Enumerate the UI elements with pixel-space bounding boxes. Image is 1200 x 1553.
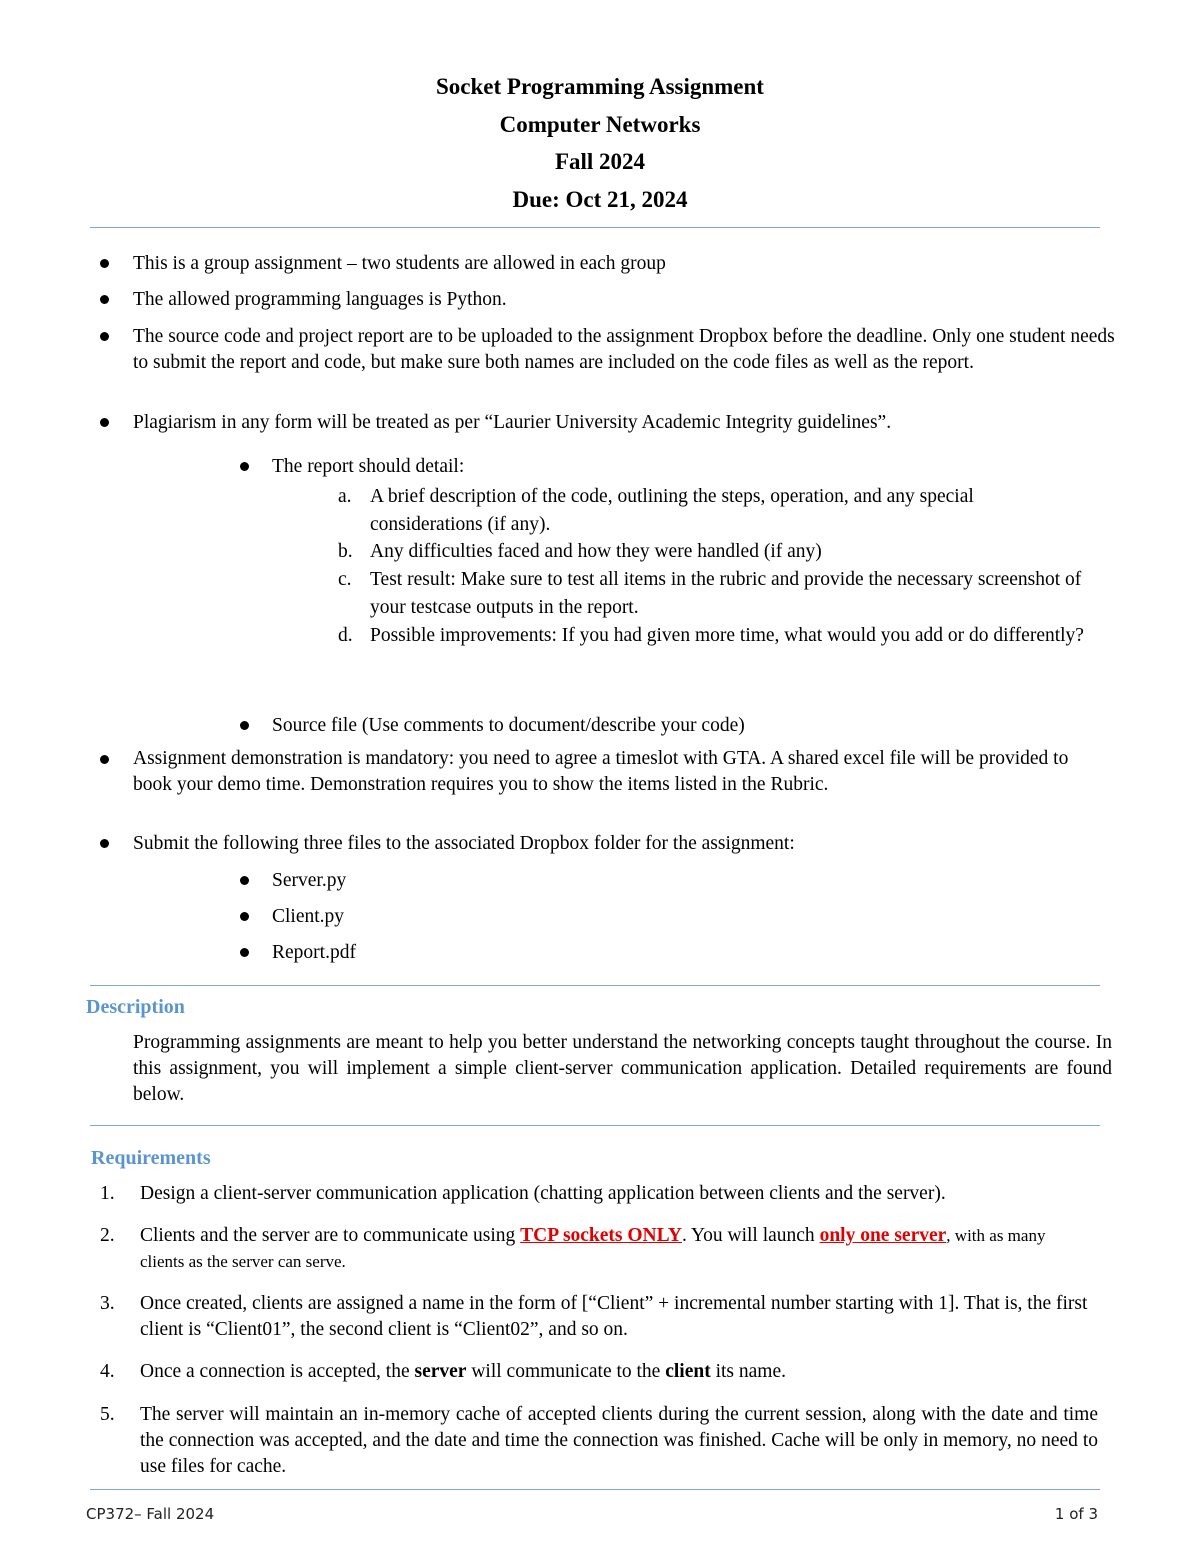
file-server: Server.py <box>272 870 347 891</box>
report-item-b: Any difficulties faced and how they were handled (if any) <box>370 541 822 562</box>
file-report: Report.pdf <box>272 942 356 963</box>
bullet-icon <box>100 259 109 268</box>
source-file-item: Source file (Use comments to document/describe your code) <box>272 715 745 736</box>
bullet-submission: The source code and project report are to be uploaded to the assignment Dropbox before the deadline. Only one student needs to submit the report and code, but make sure both names are included on the code files as well as the report. <box>133 326 1115 373</box>
document-title: Socket Programming Assignment <box>436 74 764 99</box>
requirement-4 <box>140 1359 1100 1385</box>
requirement-number: 1. <box>100 1183 115 1204</box>
section-divider <box>90 1125 1100 1126</box>
report-item-a: A brief description of the code, outlining the steps, operation, and any special considerations (if any). <box>370 486 974 535</box>
requirement-number: 4. <box>100 1361 115 1382</box>
header-divider <box>90 227 1100 228</box>
bullet-icon <box>240 912 249 921</box>
due-date: Due: Oct 21, 2024 <box>512 186 688 212</box>
client-emphasis: client <box>665 1361 711 1382</box>
only-one-server-emphasis: only one server <box>819 1225 947 1246</box>
section-divider <box>90 985 1100 986</box>
requirement-2 <box>140 1223 1070 1275</box>
requirement-5: The server will maintain an in-memory cache of accepted clients during the current session, along with the date and time the connection was accepted, and the date and time the connection was finished. Cache will be only in memory, no need to use files for cache. <box>140 1404 1098 1477</box>
bullet-icon <box>240 462 249 471</box>
report-item-d: Possible improvements: If you had given more time, what would you add or do differently? <box>370 625 1084 646</box>
report-label: The report should detail: <box>272 456 465 477</box>
requirement-4-text: will communicate to the <box>466 1361 666 1382</box>
bullet-plagiarism: Plagiarism in any form will be treated as per “Laurier University Academic Integrity guidelines”. <box>133 412 892 433</box>
requirement-number: 3. <box>100 1293 115 1314</box>
footer-course: CP372– Fall 2024 <box>86 1505 215 1523</box>
bullet-icon <box>240 721 249 730</box>
bullet-icon <box>100 755 109 764</box>
requirement-number: 2. <box>100 1225 115 1246</box>
requirement-number: 5. <box>100 1404 115 1425</box>
bullet-icon <box>100 839 109 848</box>
description-heading: Description <box>86 996 185 1018</box>
bullet-icon <box>100 418 109 427</box>
bullet-demonstration: Assignment demonstration is mandatory: you need to agree a timeslot with GTA. A shared excel file will be provided to book your demo time. Demonstration requires you to show the items listed in the Rubric. <box>133 748 1069 795</box>
requirement-3: Once created, clients are assigned a name in the form of [“Client” + incremental number starting with 1]. That is, the first client is “Client01”, the second client is “Client02”, and so on. <box>140 1293 1088 1340</box>
bullet-icon <box>240 948 249 957</box>
footer-divider <box>90 1489 1100 1490</box>
bullet-icon <box>100 295 109 304</box>
bullet-group-info: This is a group assignment – two students are allowed in each group <box>133 253 666 274</box>
requirements-heading: Requirements <box>91 1147 211 1169</box>
document-header <box>0 68 1200 218</box>
requirement-2-text: . You will launch <box>681 1225 820 1246</box>
course-name: Computer Networks <box>499 111 701 137</box>
report-item-letter: c. <box>338 569 352 590</box>
bullet-icon <box>240 876 249 885</box>
file-client: Client.py <box>272 906 345 927</box>
requirement-1: Design a client-server communication application (chatting application between clients and the server). <box>140 1183 946 1204</box>
requirement-2-text: Clients and the server are to communicate using <box>140 1225 521 1246</box>
tcp-sockets-emphasis: TCP sockets ONLY <box>520 1225 682 1246</box>
bullet-language: The allowed programming languages is Python. <box>133 289 507 310</box>
page-number: 1 of 3 <box>1054 1505 1098 1523</box>
description-body: Programming assignments are meant to help you better understand the networking concepts taught throughout the course. In this assignment, you will implement a simple client-server communication application. Detailed requirements are found below. <box>133 1032 1112 1105</box>
requirement-2-text: , with as many clients as the server can serve. <box>140 1226 1046 1271</box>
report-item-c: Test result: Make sure to test all items in the rubric and provide the necessary screenshot of your testcase outputs in the report. <box>370 569 1082 618</box>
report-item-letter: b. <box>338 541 353 562</box>
bullet-submit-files: Submit the following three files to the associated Dropbox folder for the assignment: <box>133 833 795 854</box>
bullet-icon <box>100 332 109 341</box>
report-item-letter: a. <box>338 486 352 507</box>
requirement-4-text: Once a connection is accepted, the <box>140 1361 415 1382</box>
term: Fall 2024 <box>554 149 646 174</box>
server-emphasis: server <box>414 1361 467 1382</box>
report-item-letter: d. <box>338 625 353 646</box>
requirement-4-text: its name. <box>710 1361 786 1382</box>
